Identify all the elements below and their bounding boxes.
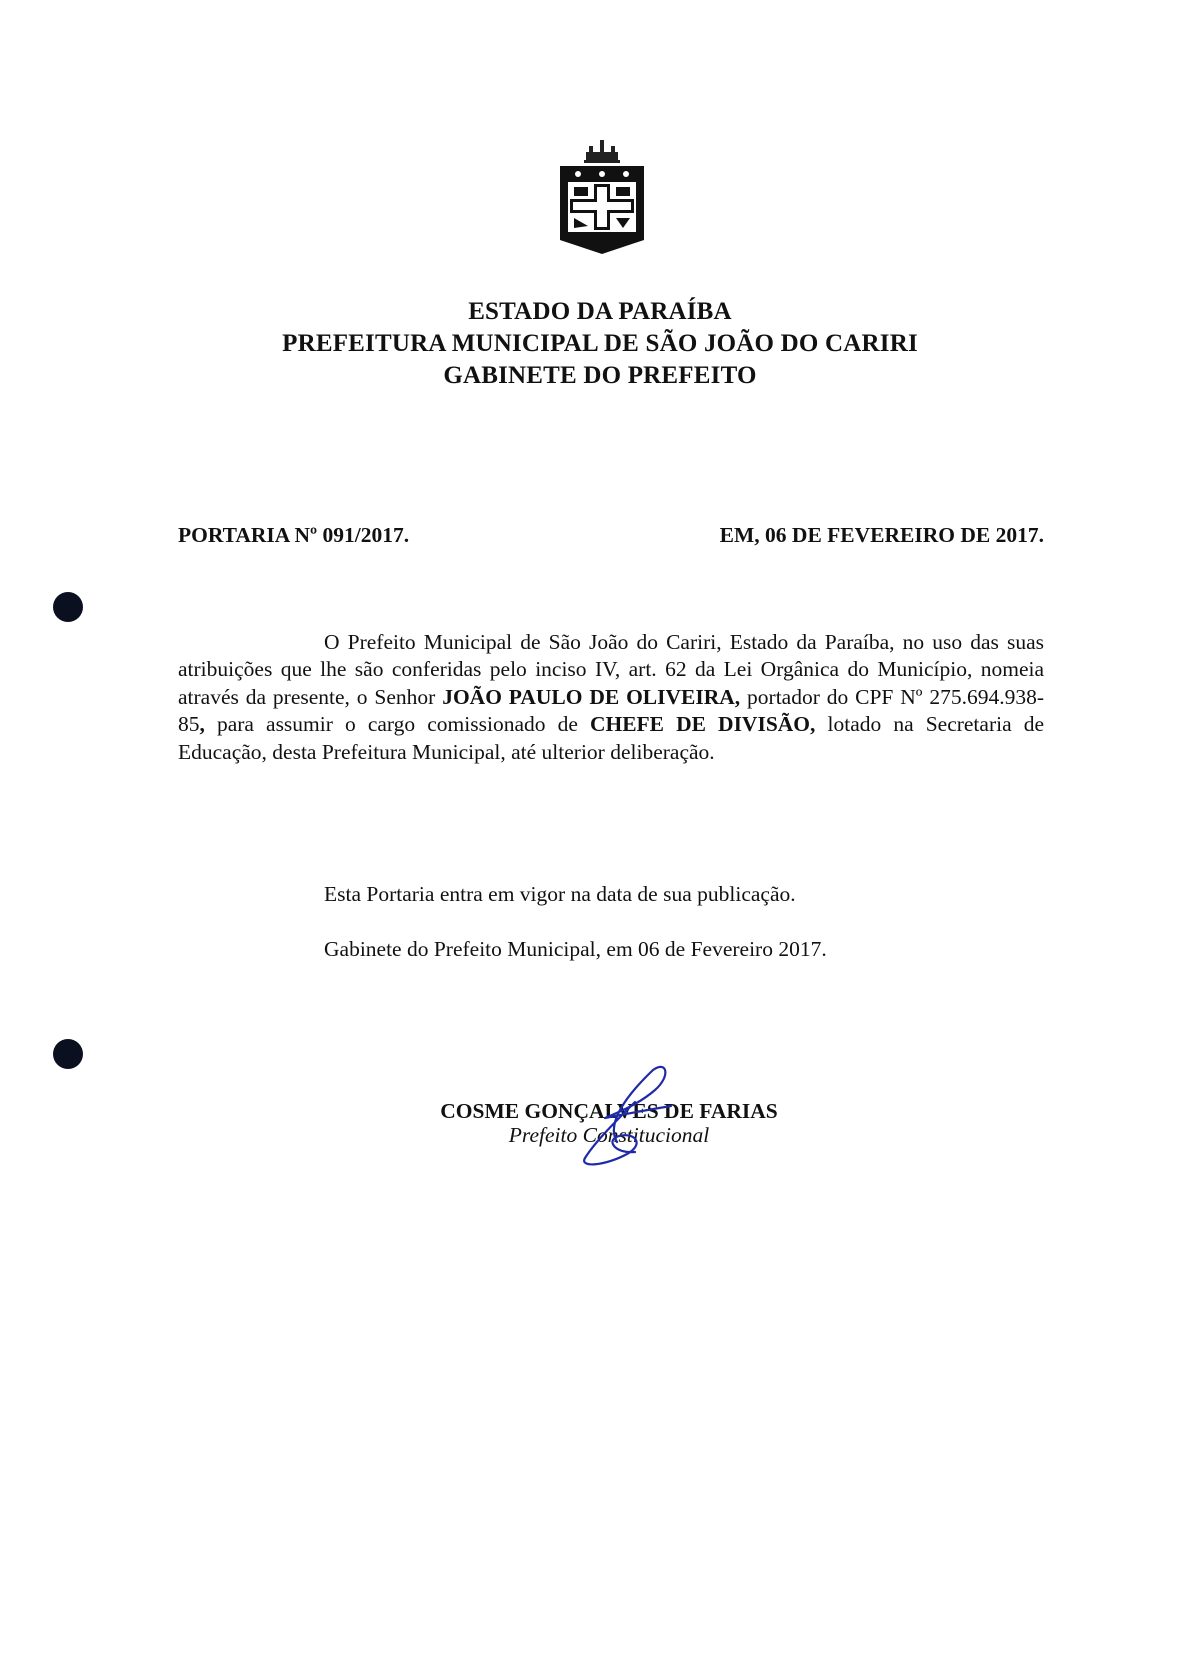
body-paragraph [178, 629, 1044, 766]
header-office: GABINETE DO PREFEITO [443, 362, 757, 389]
closing-vigor: Esta Portaria entra em vigor na data de sua publicação. [324, 882, 796, 906]
body-comma: , [199, 712, 205, 737]
punch-hole-icon [53, 592, 83, 622]
portaria-number: PORTARIA Nº 091/2017. [178, 523, 410, 547]
document-header [0, 296, 1200, 392]
body-text-intro: O Prefeito Municipal de São João do Cariri, Estado da Paraíba, no uso das suas atribuições que lhe são conferidas pelo inciso IV, art. 62 da Lei Orgânica do Município, nomeia através da presente, o Senhor [178, 630, 1044, 709]
closing-gabinete: Gabinete do Prefeito Municipal, em 06 de Fevereiro 2017. [324, 937, 827, 961]
handwritten-signature-icon [575, 1062, 685, 1168]
signatory-title: Prefeito Constitucional [508, 1123, 710, 1147]
body-text-end: lotado na Secretaria de Educação, desta Prefeitura Municipal, até ulterior deliberação. [178, 712, 1044, 764]
portaria-date: EM, 06 DE FEVEREIRO DE 2017. [719, 523, 1044, 547]
coat-of-arms-icon [556, 138, 648, 256]
appointed-position: CHEFE DE DIVISÃO, [589, 712, 816, 737]
header-municipality: PREFEITURA MUNICIPAL DE SÃO JOÃO DO CARIRI [282, 330, 918, 357]
signatory-name: COSME GONÇALVES DE FARIAS [440, 1099, 778, 1123]
header-state: ESTADO DA PARAÍBA [468, 298, 732, 325]
body-text-assume: para assumir o cargo comissionado de [204, 712, 590, 737]
body-text-cpf: portador do CPF Nº 275.694.938-85 [178, 684, 1044, 737]
punch-hole-icon [53, 1039, 83, 1069]
appointee-name: JOÃO PAULO DE OLIVEIRA, [442, 684, 741, 709]
